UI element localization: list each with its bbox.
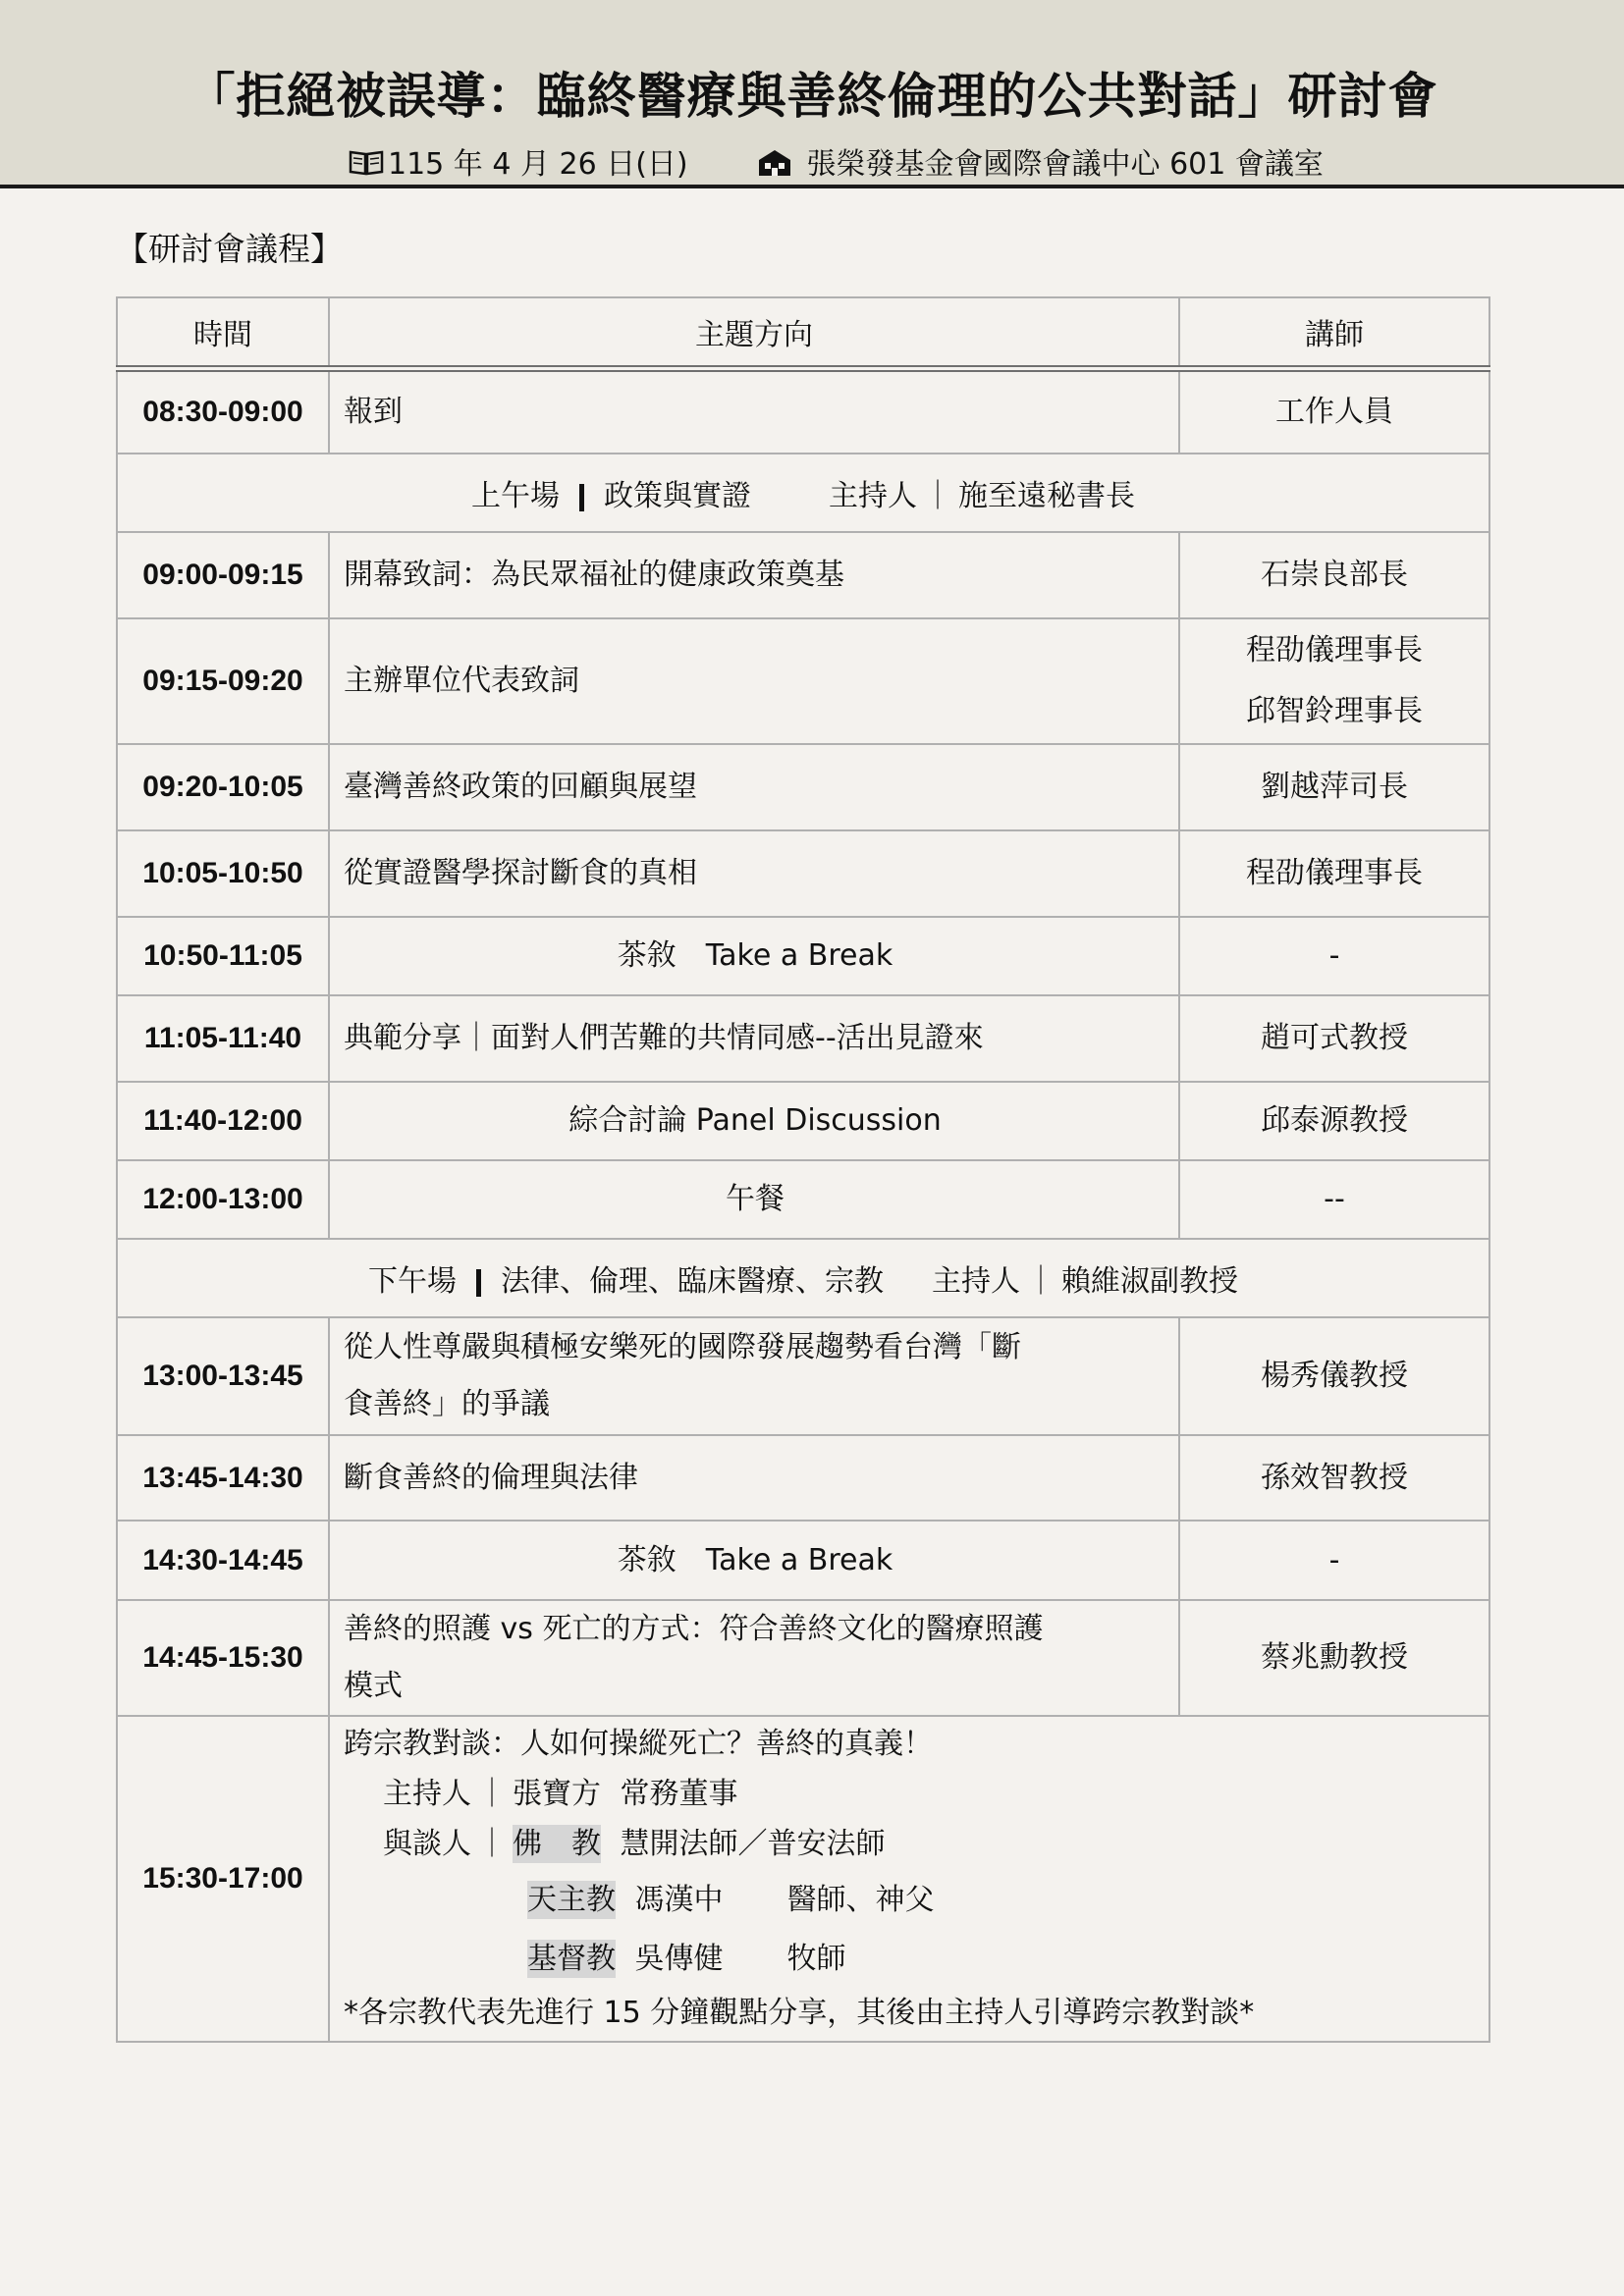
- page-title: 「拒絕被誤導：臨終醫療與善終倫理的公共對話」研討會: [186, 68, 1438, 125]
- header-time: 時間: [117, 297, 329, 368]
- session-row-morning: [117, 454, 1489, 532]
- row-topic: 典範分享｜面對人們苦難的共情同感--活出見證來: [329, 995, 1179, 1082]
- topic-line: 從人性尊嚴與積極安樂死的國際發展趨勢看台灣「斷: [344, 1330, 1021, 1364]
- row-time: 09:00-09:15: [117, 532, 329, 618]
- session-cell: 下午場 法律、倫理、臨床醫療、宗教 主持人 ｜ 賴維淑副教授: [117, 1239, 1489, 1317]
- event-date: [349, 139, 688, 184]
- session-title: 法律、倫理、臨床醫療、宗教: [500, 1264, 884, 1299]
- topic-line: 模式: [344, 1669, 403, 1703]
- row-topic: 午餐: [329, 1160, 1179, 1239]
- row-speaker: 蔡兆勳教授: [1179, 1600, 1489, 1716]
- date-text: 115 年 4 月 26 日(日): [388, 147, 688, 182]
- table-row: [117, 1435, 1489, 1521]
- table-row: [117, 830, 1489, 917]
- row-time: 11:05-11:40: [117, 995, 329, 1082]
- panel-title: 跨宗教對談：人如何操縱死亡？善終的真義！: [344, 1727, 933, 1761]
- row-topic: 斷食善終的倫理與法律: [329, 1435, 1179, 1521]
- agenda-table: [116, 296, 1490, 2043]
- religion-label: 佛 教: [513, 1827, 601, 1861]
- row-speaker: 劉越萍司長: [1179, 744, 1489, 830]
- table-row: [117, 532, 1489, 618]
- panel-note: *各宗教代表先進行 15 分鐘觀點分享，其後由主持人引導跨宗教對談*: [344, 1996, 1255, 2030]
- speaker-name: 邱智鈴理事長: [1246, 694, 1423, 728]
- session-row-afternoon: [117, 1239, 1489, 1317]
- row-topic: 茶敘 Take a Break: [329, 1521, 1179, 1600]
- guest-name: 馮漢中: [634, 1883, 724, 1917]
- table-header-row: [117, 297, 1489, 368]
- panel-guest-line: [344, 1931, 1489, 1988]
- header-speaker: 講師: [1179, 297, 1489, 368]
- row-time: 14:45-15:30: [117, 1600, 329, 1716]
- row-time: 15:30-17:00: [117, 1716, 329, 2042]
- row-speaker: -: [1179, 1521, 1489, 1600]
- session-cell: 上午場 政策與實證 主持人 ｜ 施至遠秘書長: [117, 454, 1489, 532]
- row-speaker: 楊秀儀教授: [1179, 1317, 1489, 1435]
- host-label: 主持人: [829, 479, 918, 513]
- table-row: [117, 1600, 1489, 1716]
- row-topic: 臺灣善終政策的回顧與展望: [329, 744, 1179, 830]
- guests-label: 與談人: [383, 1827, 471, 1861]
- row-time: 14:30-14:45: [117, 1521, 329, 1600]
- row-topic: 綜合討論 Panel Discussion: [329, 1082, 1179, 1160]
- guest-role: 牧師: [786, 1942, 846, 1976]
- row-speaker: 程劭儀理事長: [1179, 830, 1489, 917]
- table-row: [117, 1317, 1489, 1435]
- host-label: 主持人: [383, 1777, 471, 1811]
- religion-label: 基督教: [527, 1942, 616, 1976]
- divider-bar: [579, 484, 584, 511]
- row-speaker: [1179, 618, 1489, 744]
- panel-guest-line: 與談人 ｜ 佛 教 慧開法師／普安法師: [383, 1827, 886, 1861]
- row-topic: 茶敘 Take a Break: [329, 917, 1179, 995]
- agenda-heading: 【研討會議程】: [116, 230, 343, 268]
- table-row: [117, 368, 1489, 454]
- row-time: 11:40-12:00: [117, 1082, 329, 1160]
- topic-line: 食善終」的爭議: [344, 1387, 550, 1421]
- topic-line: 善終的照護 vs 死亡的方式：符合善終文化的醫療照護: [344, 1612, 1044, 1646]
- row-speaker: 石崇良部長: [1179, 532, 1489, 618]
- book-icon: [349, 148, 384, 184]
- row-speaker: 工作人員: [1179, 368, 1489, 454]
- row-topic: [329, 1600, 1179, 1716]
- panel-row: [117, 1716, 1489, 2042]
- row-speaker: 孫效智教授: [1179, 1435, 1489, 1521]
- guest-name: 慧開法師／普安法師: [620, 1827, 886, 1861]
- row-topic: 從實證醫學探討斷食的真相: [329, 830, 1179, 917]
- panel-host-line: 主持人 ｜ 張寶方 常務董事: [383, 1777, 738, 1811]
- row-time: 12:00-13:00: [117, 1160, 329, 1239]
- building-icon: [756, 146, 793, 186]
- row-time: 09:15-09:20: [117, 618, 329, 744]
- row-speaker: --: [1179, 1160, 1489, 1239]
- header-topic: 主題方向: [329, 297, 1179, 368]
- row-time: 13:45-14:30: [117, 1435, 329, 1521]
- row-speaker: 趙可式教授: [1179, 995, 1489, 1082]
- divider-bar: [476, 1269, 481, 1297]
- table-row: [117, 744, 1489, 830]
- row-speaker: -: [1179, 917, 1489, 995]
- row-time: 08:30-09:00: [117, 368, 329, 454]
- row-topic: 開幕致詞：為民眾福祉的健康政策奠基: [329, 532, 1179, 618]
- host-name: 張寶方: [513, 1777, 601, 1811]
- religion-label: 天主教: [527, 1883, 616, 1917]
- row-topic: 報到: [329, 368, 1179, 454]
- table-row: [117, 1082, 1489, 1160]
- row-topic: [329, 1317, 1179, 1435]
- table-row: [117, 1160, 1489, 1239]
- guest-role: 醫師、神父: [786, 1883, 935, 1917]
- row-time: 10:50-11:05: [117, 917, 329, 995]
- host-name: 賴維淑副教授: [1061, 1264, 1239, 1299]
- row-time: 09:20-10:05: [117, 744, 329, 830]
- page-header: [0, 0, 1624, 188]
- host-name: 施至遠秘書長: [958, 479, 1136, 513]
- event-meta: [0, 139, 1624, 182]
- guest-name: 吳傳健: [634, 1942, 724, 1976]
- table-row: [117, 995, 1489, 1082]
- table-row: [117, 1521, 1489, 1600]
- host-label: 主持人: [932, 1264, 1021, 1299]
- venue-text: 張榮發基金會國際會議中心 601 會議室: [806, 147, 1324, 182]
- row-speaker: 邱泰源教授: [1179, 1082, 1489, 1160]
- table-row: [117, 618, 1489, 744]
- host-role: 常務董事: [620, 1777, 738, 1811]
- panel-guest-line: [344, 1870, 1489, 1931]
- session-name: 上午場: [470, 479, 560, 513]
- table-row: [117, 917, 1489, 995]
- speaker-name: 程劭儀理事長: [1246, 633, 1423, 667]
- session-name: 下午場: [367, 1264, 457, 1299]
- row-time: 10:05-10:50: [117, 830, 329, 917]
- event-venue: [756, 139, 1324, 186]
- row-time: 13:00-13:45: [117, 1317, 329, 1435]
- panel-cell: [329, 1716, 1489, 2042]
- row-topic: 主辦單位代表致詞: [329, 618, 1179, 744]
- session-title: 政策與實證: [603, 479, 751, 513]
